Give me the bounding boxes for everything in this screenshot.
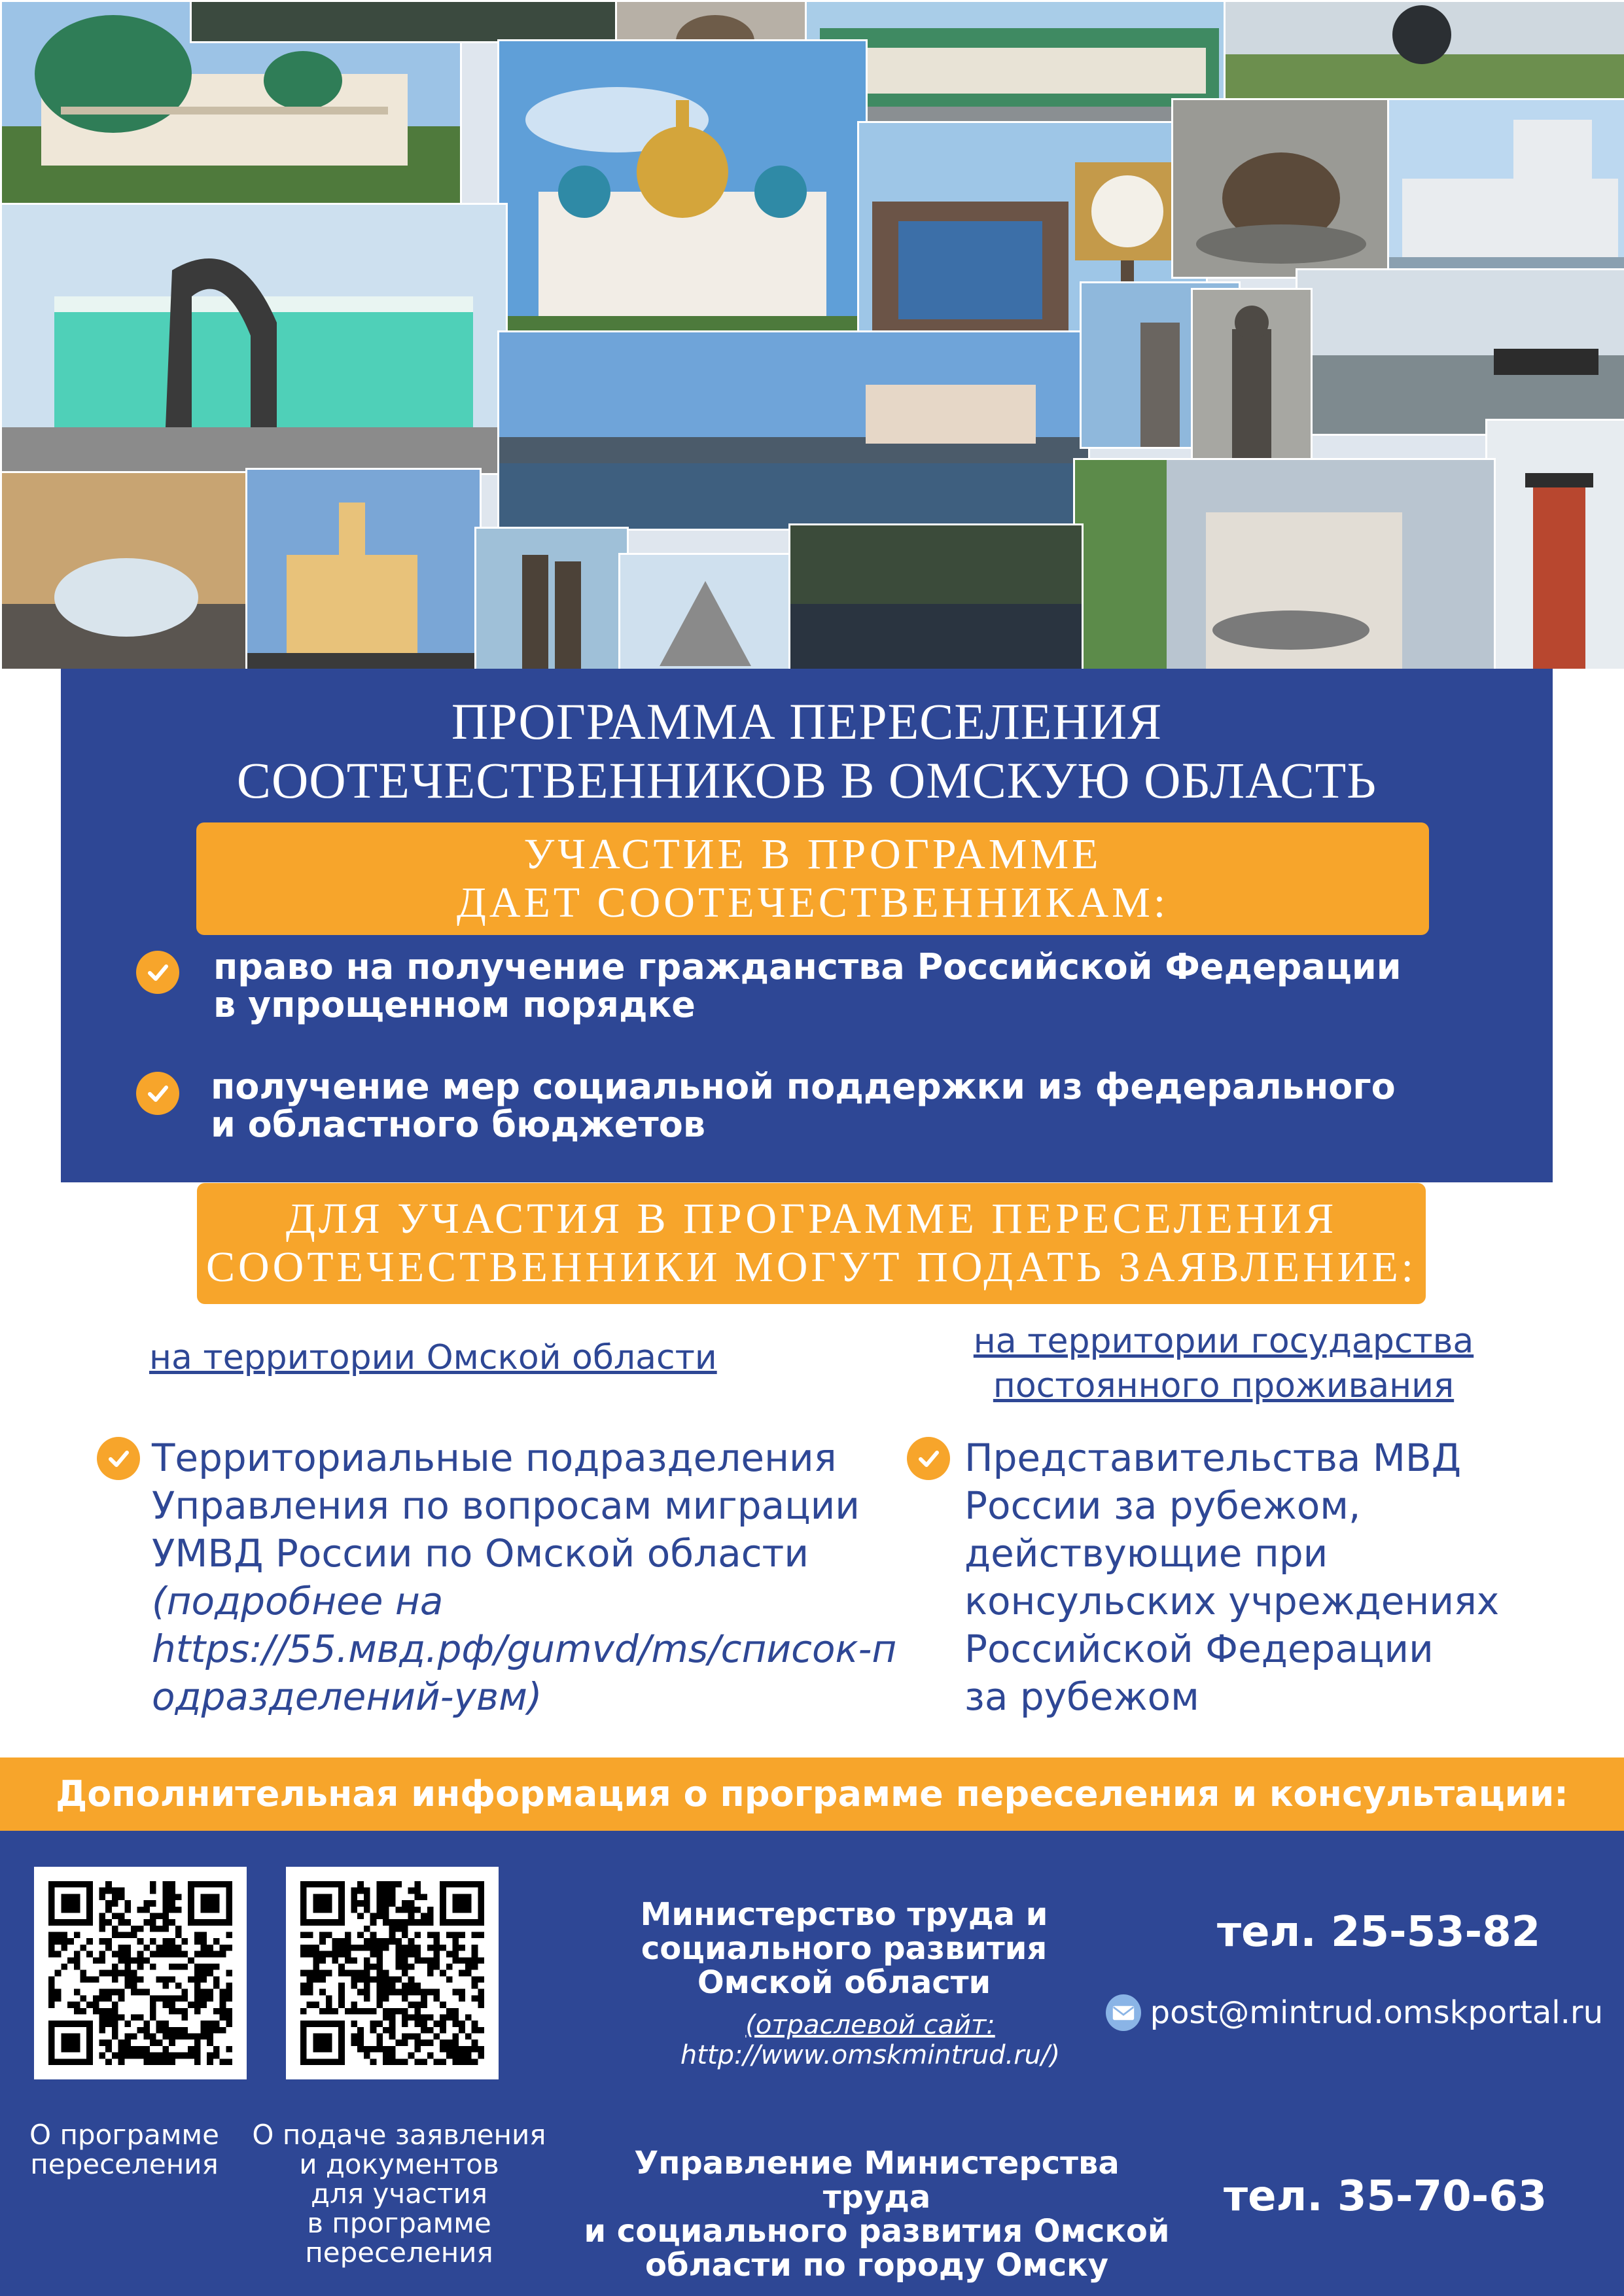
email-link[interactable]: post@mintrud.omskportal.ru [1150, 1994, 1603, 2031]
collage-photo-couple [474, 527, 629, 669]
participation-banner-line-2: ДАЕТ СООТЕЧЕСТВЕННИКАМ: [456, 879, 1169, 927]
apply-banner [197, 1183, 1426, 1304]
left-body-line: УМВД России по Омской области [152, 1531, 809, 1576]
right-body-line: Представительства МВД [964, 1436, 1462, 1480]
right-body-line: Российской Федерации [964, 1627, 1434, 1671]
collage-photo-fountain-square [1073, 458, 1496, 669]
right-column-body [964, 1434, 1593, 1721]
collage-photo-cathedral [497, 39, 868, 338]
site-label: (отраслевой сайт: [745, 2010, 995, 2040]
qr-code-program-info[interactable] [34, 1867, 247, 2079]
qr-caption-line: для участия [310, 2178, 488, 2210]
benefit-line-2: и областного бюджетов [211, 1104, 705, 1145]
qr-caption-line: переселения [30, 2148, 219, 2180]
collage-photo-water [788, 523, 1084, 669]
ministry-site [654, 2010, 1086, 2070]
left-body-line: Территориальные подразделения [152, 1436, 837, 1480]
qr-caption-application [249, 2120, 550, 2267]
participation-banner-line-1: УЧАСТИЕ В ПРОГРАММЕ [523, 830, 1102, 878]
collage-photo-cannon [1296, 268, 1624, 436]
right-body-line: консульских учреждениях [964, 1579, 1500, 1623]
collage-photo-park [1224, 0, 1624, 102]
right-column-heading [929, 1319, 1518, 1408]
department-name-line: и социального развития Омской [584, 2213, 1170, 2250]
info-bar: Дополнительная информация о программе переселения и консультации: [0, 1757, 1624, 1831]
department-name [576, 2146, 1178, 2282]
collage-photo-white-building [1387, 98, 1624, 272]
department-name-line: области по городу Омску [644, 2247, 1109, 2284]
department-name-line: Управление Министерства труда [634, 2145, 1120, 2216]
left-note-line: одразделений-увм) [152, 1674, 542, 1719]
page-title [61, 692, 1553, 810]
qr-caption-line: в программе [307, 2207, 491, 2239]
left-column-heading: на территории Омской области [149, 1338, 717, 1377]
qr-code-icon [48, 1881, 232, 2065]
collage-photo-strip [190, 0, 626, 43]
apply-banner-line-1: ДЛЯ УЧАСТИЯ В ПРОГРАММЕ ПЕРЕСЕЛЕНИЯ [285, 1195, 1337, 1243]
department-phone[interactable]: тел. 35-70-63 [1224, 2172, 1547, 2221]
right-heading-line-1: на территории государства [973, 1322, 1474, 1361]
collage-photo-station [0, 203, 508, 475]
qr-caption-line: О подаче заявления [252, 2119, 546, 2151]
left-column-body [152, 1434, 904, 1721]
check-circle-icon [136, 951, 179, 994]
participation-banner [196, 822, 1429, 935]
collage-photo-church [245, 468, 482, 669]
benefit-line-2: в упрощенном порядке [213, 984, 696, 1025]
qr-caption-line: переселения [305, 2236, 493, 2269]
ministry-phone[interactable]: тел. 25-53-82 [1217, 1908, 1541, 1956]
benefit-line-1: право на получение гражданства Российской Федерации [213, 946, 1402, 987]
check-circle-icon [907, 1437, 950, 1480]
right-heading-line-2: постоянного проживания [993, 1366, 1455, 1405]
check-circle-icon [97, 1437, 140, 1480]
benefit-item [211, 1068, 1506, 1144]
qr-caption-line: и документов [299, 2148, 499, 2180]
collage-photo-theatre [805, 0, 1234, 125]
qr-code-icon [300, 1881, 484, 2065]
qr-caption-line: О программе [29, 2119, 219, 2151]
benefit-item [213, 948, 1509, 1024]
collage-photo-plumber [1171, 98, 1391, 279]
qr-caption-program-info [13, 2120, 236, 2179]
ministry-name-line: Омской области [697, 1964, 991, 2001]
qr-code-application[interactable] [286, 1867, 499, 2079]
right-body-line: действующие при [964, 1531, 1328, 1576]
site-url-link[interactable]: http://www.omskmintrud.ru/) [680, 2040, 1061, 2070]
collage-photo-fountain [0, 471, 253, 669]
ministry-email[interactable] [1106, 1993, 1603, 2032]
collage-photo-fire-tower [1485, 419, 1624, 669]
collage-photo-river [497, 330, 1090, 531]
title-line-1: ПРОГРАММА ПЕРЕСЕЛЕНИЯ [451, 693, 1163, 750]
left-note-line: (подробнее на [152, 1579, 444, 1623]
right-body-line: за рубежом [964, 1674, 1199, 1719]
left-note-line: https://55.мвд.рф/gumvd/ms/список-п [152, 1627, 897, 1671]
benefit-line-1: получение мер социальной поддержки из федерального [211, 1066, 1396, 1107]
photo-collage [0, 0, 1624, 669]
mail-icon [1106, 1994, 1141, 2031]
collage-photo-sculpture [618, 553, 799, 669]
left-body-line: Управления по вопросам миграции [152, 1483, 860, 1528]
ministry-name [609, 1898, 1080, 2000]
apply-banner-line-2: СООТЕЧЕСТВЕННИКИ МОГУТ ПОДАТЬ ЗАЯВЛЕНИЕ: [205, 1243, 1417, 1291]
check-circle-icon [136, 1072, 179, 1115]
ministry-name-line: социального развития [641, 1930, 1048, 1967]
right-body-line: России за рубежом, [964, 1483, 1361, 1528]
ministry-name-line: Министерство труда и [640, 1896, 1048, 1933]
title-line-2: СООТЕЧЕСТВЕННИКОВ В ОМСКУЮ ОБЛАСТЬ [236, 752, 1377, 809]
